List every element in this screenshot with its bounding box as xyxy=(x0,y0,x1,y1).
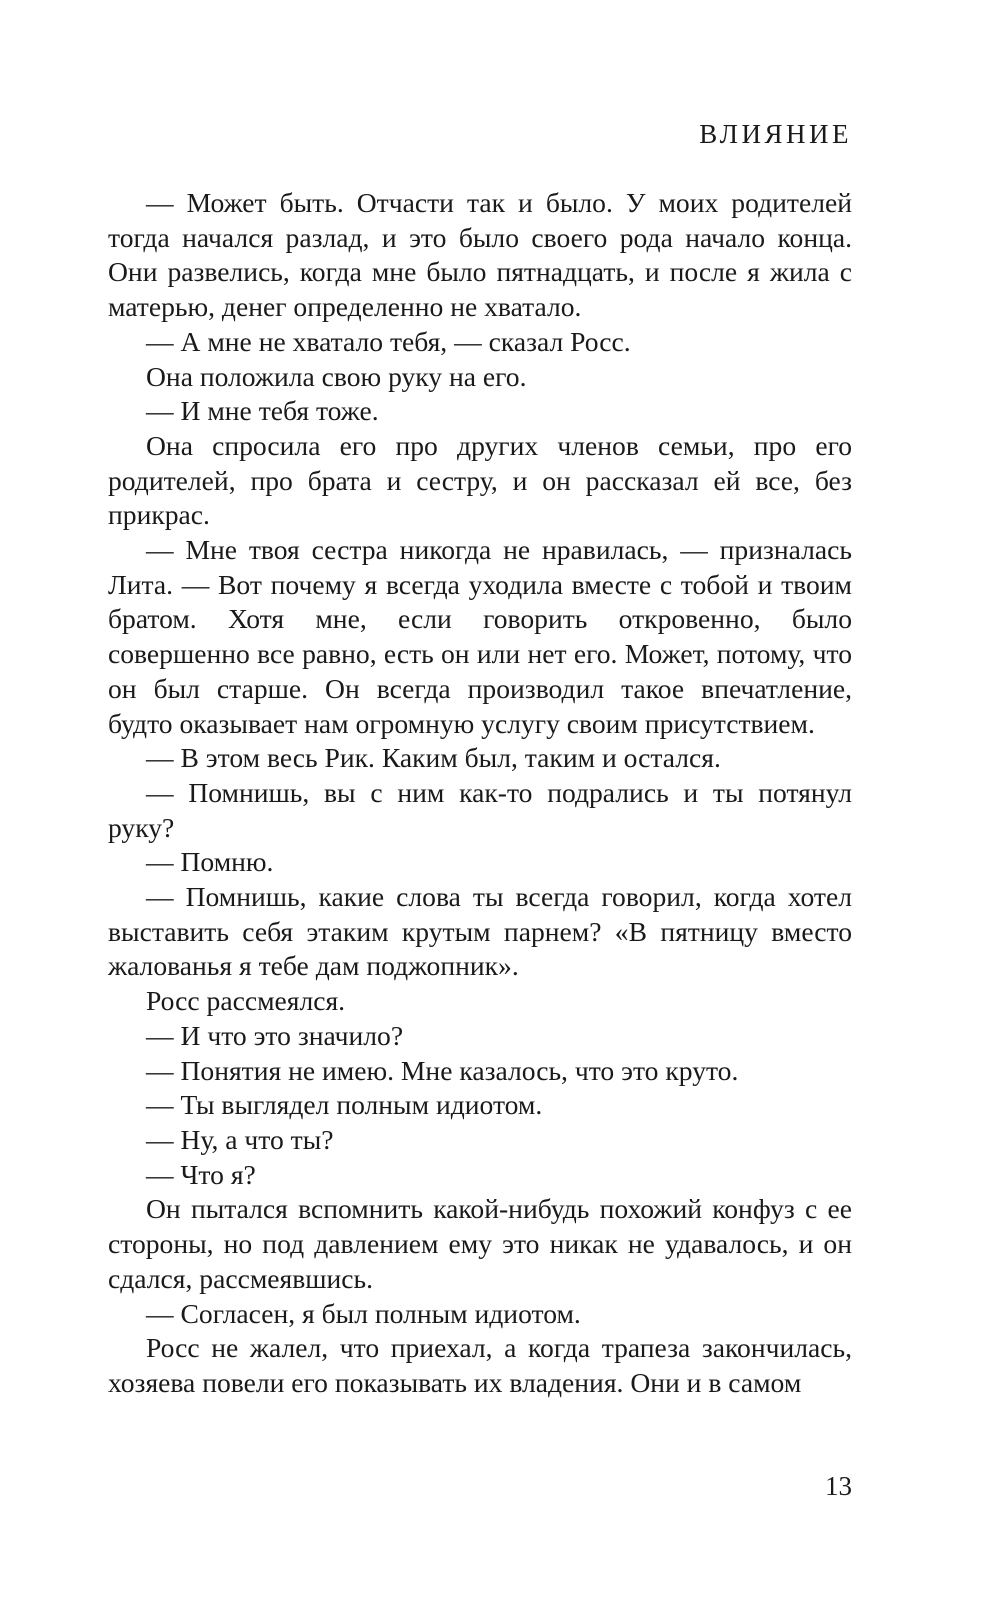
paragraph: — А мне не хватало тебя, — сказал Росс. xyxy=(146,325,631,357)
page-body-text xyxy=(108,186,852,1401)
paragraph: Она спросила его про других членов семьи, про его родителей, про брата и сестру, и он рассказал ей все, без прикрас. xyxy=(108,429,852,531)
paragraph: — Понятия не имею. Мне казалось, что это круто. xyxy=(146,1054,739,1086)
paragraph: — Помню. xyxy=(146,846,274,878)
page-number: 13 xyxy=(825,1471,852,1501)
paragraph: — И что это значило? xyxy=(146,1019,404,1051)
paragraph: — Что я? xyxy=(146,1158,256,1190)
paragraph: — И мне тебя тоже. xyxy=(146,395,379,427)
paragraph: — Может быть. Отчасти так и было. У моих родителей тогда начался разлад, и это было своего рода начало конца. Они развелись, когда мне было пятнадцать, и после я жила с матерью, денег определенно не хватало. xyxy=(108,187,852,323)
paragraph: — Ну, а что ты? xyxy=(146,1123,334,1155)
paragraph: Росс рассмеялся. xyxy=(146,985,346,1017)
paragraph: — Ты выглядел полным идиотом. xyxy=(146,1089,543,1121)
paragraph: — Согласен, я был полным идиотом. xyxy=(146,1297,581,1329)
paragraph: Росс не жалел, что приехал, а когда трапеза закончилась, хозяева повели его показывать их владения. Они и в самом xyxy=(108,1332,852,1398)
running-title: ВЛИЯНИЕ xyxy=(699,119,852,149)
paragraph: Она положила свою руку на его. xyxy=(146,360,527,392)
paragraph: — В этом весь Рик. Каким был, таким и остался. xyxy=(146,742,721,774)
paragraph: — Помнишь, какие слова ты всегда говорил, когда хотел выставить себя этаким крутым парнем? «В пятницу вместо жалованья я тебе дам поджопник». xyxy=(108,881,852,982)
paragraph: — Помнишь, вы с ним как-то подрались и ты потянул руку? xyxy=(108,776,852,843)
paragraph: — Мне твоя сестра никогда не нравилась, — призналась Лита. — Вот почему я всегда уходила вместе с тобой и твоим братом. Хотя мне, если говорить откровенно, было совершенно все равно, есть он или нет его. Может, потому, что он был старше. Он всегда производил такое впечатление, будто оказывает нам огромную услугу своим присутствием. xyxy=(108,534,852,739)
paragraph: Он пытался вспомнить какой-нибудь похожий конфуз с ее стороны, но под давлением ему это никак не удавалось, и он сдался, рассмеявшись. xyxy=(108,1193,852,1294)
